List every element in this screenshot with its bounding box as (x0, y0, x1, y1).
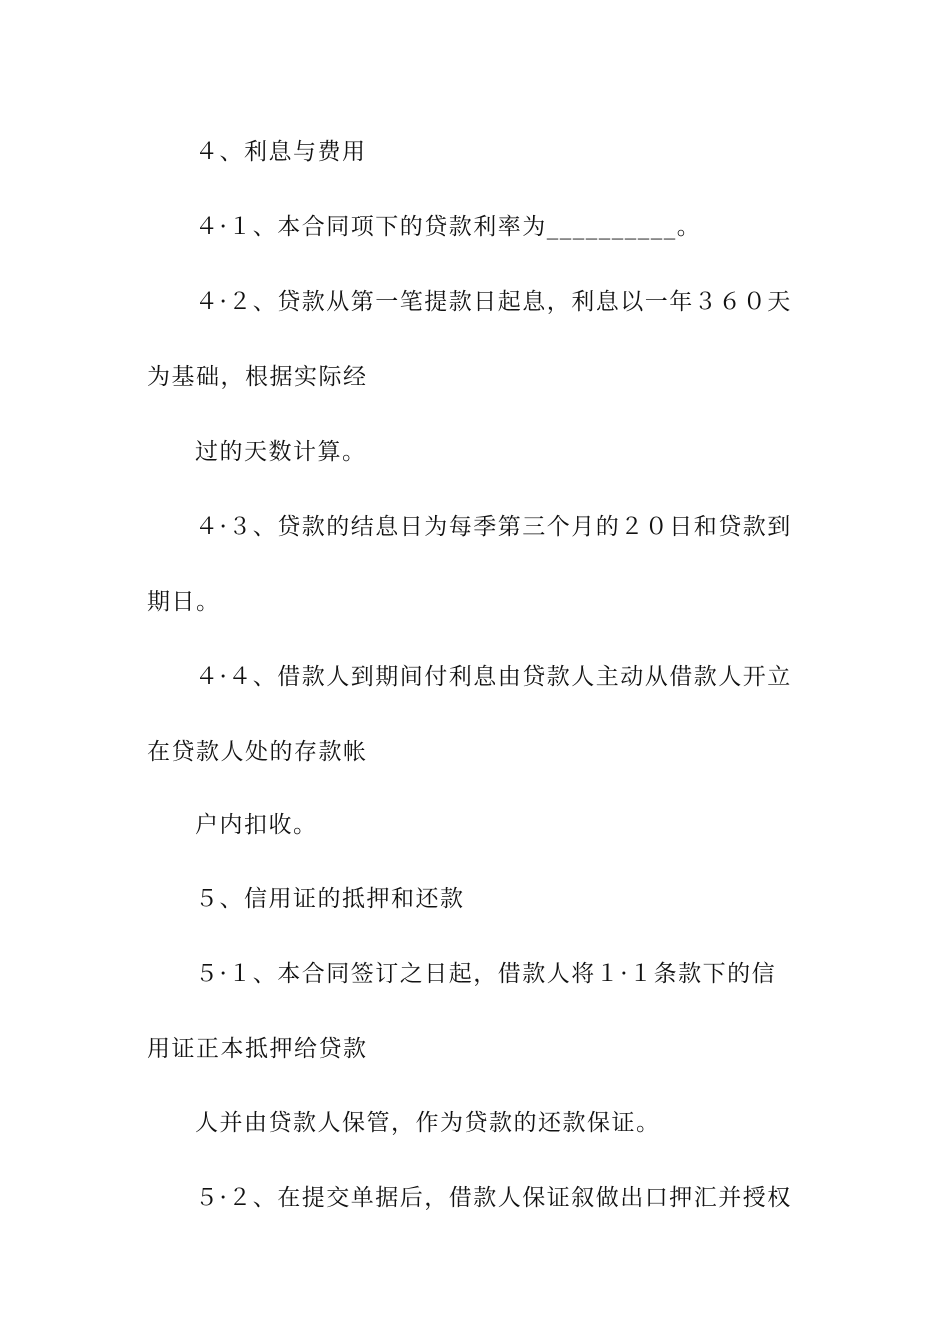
clause-4-4-line-3: 户内扣收。 (195, 812, 318, 838)
clause-5-1-line-2: 用证正本抵押给贷款 (147, 1036, 368, 1062)
clause-4-2-line-2: 为基础，根据实际经 (147, 364, 368, 390)
clause-4-3-line-1: ４·３、贷款的结息日为每季第三个月的２０日和贷款到 (195, 514, 792, 540)
clause-4-4-line-2: 在贷款人处的存款帐 (147, 739, 368, 765)
section-heading-4: ４、利息与费用 (195, 139, 367, 165)
clause-4-2-line-1: ４·２、贷款从第一笔提款日起息，利息以一年３６０天 (195, 289, 792, 315)
clause-4-2-line-3: 过的天数计算。 (195, 439, 367, 465)
clause-5-1-line-3: 人并由贷款人保管，作为贷款的还款保证。 (195, 1110, 661, 1136)
clause-5-2-line-1: ５·２、在提交单据后，借款人保证叙做出口押汇并授权 (195, 1185, 792, 1211)
clause-4-4-line-1: ４·４、借款人到期间付利息由贷款人主动从借款人开立 (195, 664, 792, 690)
clause-4-3-line-2: 期日。 (147, 589, 221, 615)
section-heading-5: ５、信用证的抵押和还款 (195, 886, 465, 912)
clause-5-1-line-1: ５·１、本合同签订之日起，借款人将１·１条款下的信 (195, 961, 777, 987)
clause-4-1: ４·１、本合同项下的贷款利率为__________。 (195, 214, 702, 240)
